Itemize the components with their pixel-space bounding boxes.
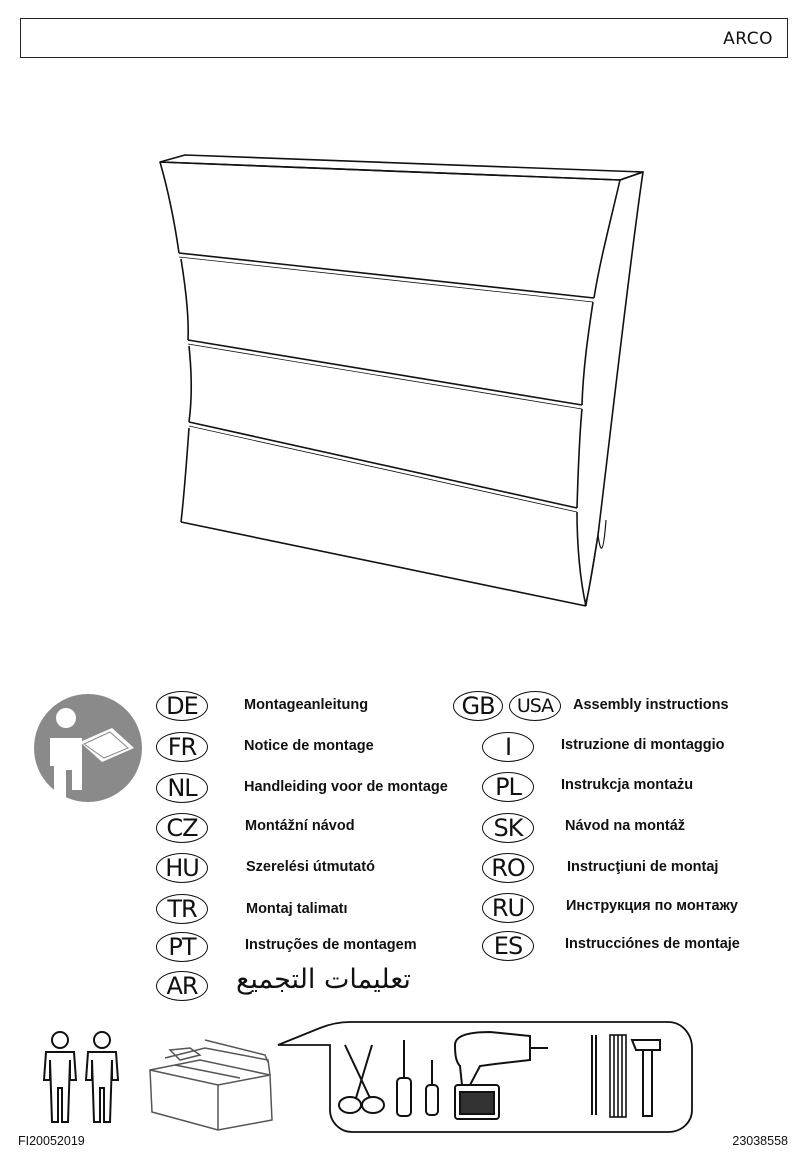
lang-label: Instrukcja montażu bbox=[561, 777, 694, 793]
lang-row-cz bbox=[156, 812, 208, 844]
two-persons-icon bbox=[44, 1032, 118, 1122]
lang-code-badge: AR bbox=[156, 971, 208, 1001]
tool-tray-outline bbox=[278, 1022, 692, 1132]
lang-code-badge: HU bbox=[156, 853, 208, 883]
screwdriver-icon bbox=[397, 1040, 438, 1116]
lang-code-badge: PT bbox=[156, 932, 208, 962]
lang-label: Szerelési útmutató bbox=[246, 859, 375, 875]
footer-right-code: 23038558 bbox=[732, 1134, 788, 1148]
drill-icon bbox=[455, 1032, 548, 1119]
lang-row-nl bbox=[156, 772, 208, 804]
lang-code-badge: PL bbox=[482, 772, 534, 802]
lang-row-de bbox=[156, 690, 208, 722]
lang-code-badge: SK bbox=[482, 813, 534, 843]
lang-label-arabic: تعليمات التجميع bbox=[236, 964, 411, 995]
lang-code-badge-secondary: USA bbox=[509, 691, 561, 721]
lang-code-badge: RU bbox=[482, 893, 534, 923]
lang-row-gb-usa bbox=[453, 690, 561, 722]
lang-label: Instrucciónes de montaje bbox=[565, 936, 740, 952]
lang-label: Инструкция по монтажу bbox=[566, 898, 738, 914]
lang-row-sk bbox=[482, 812, 534, 844]
lang-row-fr bbox=[156, 731, 208, 763]
lang-row-i bbox=[482, 731, 534, 763]
lang-row-ru bbox=[482, 892, 534, 924]
footer-left-code: FI20052019 bbox=[18, 1134, 85, 1148]
lang-label: Notice de montage bbox=[244, 738, 374, 754]
lang-label: Istruzione di montaggio bbox=[561, 737, 725, 753]
lang-code-badge: TR bbox=[156, 894, 208, 924]
lang-label: Návod na montáž bbox=[565, 818, 686, 834]
lang-code-badge: FR bbox=[156, 732, 208, 762]
hammer-icon bbox=[632, 1040, 660, 1116]
lang-row-hu bbox=[156, 852, 208, 884]
lang-label: Handleiding voor de montage bbox=[244, 779, 448, 795]
lang-code-badge: CZ bbox=[156, 813, 208, 843]
lang-label: Montaj talimatı bbox=[246, 901, 348, 917]
lang-label: Montážní návod bbox=[245, 818, 355, 834]
lang-label: Assembly instructions bbox=[573, 697, 729, 713]
lang-code-badge: GB bbox=[453, 691, 503, 721]
lang-row-ar bbox=[156, 970, 208, 1002]
lang-label: Instrucţiuni de montaj bbox=[567, 859, 719, 875]
dresser-illustration bbox=[160, 155, 643, 606]
lang-row-tr bbox=[156, 893, 208, 925]
lang-label: Instruções de montagem bbox=[245, 937, 417, 953]
lang-row-ro bbox=[482, 852, 534, 884]
lang-row-pt bbox=[156, 931, 208, 963]
lang-code-badge: I bbox=[482, 732, 534, 762]
pencil-icon bbox=[592, 1035, 596, 1115]
brand-name: ARCO bbox=[723, 29, 773, 49]
lang-row-es bbox=[482, 930, 534, 962]
lang-code-badge: NL bbox=[156, 773, 208, 803]
scissors-icon bbox=[339, 1045, 384, 1113]
lang-code-badge: DE bbox=[156, 691, 208, 721]
toolbox-icon bbox=[150, 1040, 272, 1130]
lang-label: Montageanleitung bbox=[244, 697, 369, 713]
folding-ruler-icon bbox=[610, 1035, 626, 1117]
read-manual-icon bbox=[34, 694, 142, 802]
lang-code-badge: ES bbox=[482, 931, 534, 961]
lang-row-pl bbox=[482, 771, 534, 803]
lang-code-badge: RO bbox=[482, 853, 534, 883]
